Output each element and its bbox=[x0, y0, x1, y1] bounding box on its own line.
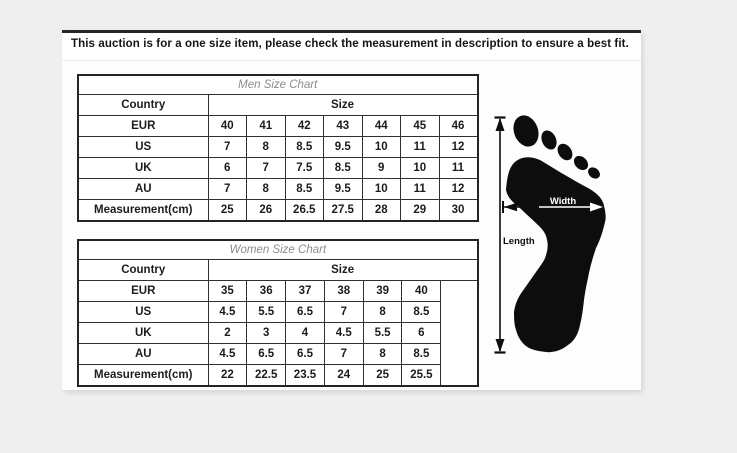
row-label-eur: EUR bbox=[78, 116, 208, 137]
size-cell: 4.5 bbox=[324, 323, 363, 344]
size-cell: 5.5 bbox=[247, 302, 286, 323]
size-cell: 6 bbox=[208, 158, 247, 179]
size-cell: 22 bbox=[208, 365, 247, 387]
size-cell: 36 bbox=[247, 281, 286, 302]
size-cell: 10 bbox=[401, 158, 440, 179]
size-cell: 6 bbox=[402, 323, 441, 344]
auction-notice-text: This auction is for a one size item, please check the measurement in description to ensure a best fit. bbox=[71, 38, 629, 50]
size-cell: 4.5 bbox=[208, 302, 247, 323]
size-cell: 42 bbox=[285, 116, 324, 137]
men-chart-title: Men Size Chart bbox=[78, 75, 478, 95]
size-cell: 26 bbox=[247, 200, 286, 222]
size-cell: 6.5 bbox=[286, 344, 325, 365]
size-cell: 8.5 bbox=[285, 179, 324, 200]
size-cell: 8 bbox=[247, 179, 286, 200]
size-cell: 38 bbox=[324, 281, 363, 302]
country-header-cell: Country bbox=[78, 95, 208, 116]
women-size-chart-table bbox=[77, 239, 479, 387]
size-cell: 46 bbox=[439, 116, 478, 137]
women-chart-title: Women Size Chart bbox=[78, 240, 478, 260]
size-cell: 24 bbox=[324, 365, 363, 387]
size-cell: 29 bbox=[401, 200, 440, 222]
country-header-cell: Country bbox=[78, 260, 208, 281]
table-row bbox=[78, 95, 478, 116]
size-cell: 7 bbox=[208, 179, 247, 200]
size-cell: 23.5 bbox=[286, 365, 325, 387]
size-cell: 41 bbox=[247, 116, 286, 137]
size-cell: 22.5 bbox=[247, 365, 286, 387]
size-cell: 25.5 bbox=[402, 365, 441, 387]
table-row bbox=[78, 75, 478, 95]
size-cell: 7 bbox=[247, 158, 286, 179]
empty-cell bbox=[441, 281, 478, 387]
size-cell: 8 bbox=[247, 137, 286, 158]
table-row bbox=[78, 281, 478, 302]
size-cell: 7.5 bbox=[285, 158, 324, 179]
table-row bbox=[78, 200, 478, 222]
size-cell: 8 bbox=[363, 302, 402, 323]
row-label-au: AU bbox=[78, 344, 208, 365]
size-cell: 37 bbox=[286, 281, 325, 302]
size-cell: 30 bbox=[439, 200, 478, 222]
table-row bbox=[78, 158, 478, 179]
size-cell: 6.5 bbox=[247, 344, 286, 365]
size-cell: 11 bbox=[439, 158, 478, 179]
row-label-measurement: Measurement(cm) bbox=[78, 365, 208, 387]
size-cell: 9 bbox=[362, 158, 401, 179]
size-cell: 12 bbox=[439, 179, 478, 200]
size-cell: 11 bbox=[401, 137, 440, 158]
size-cell: 8.5 bbox=[324, 158, 363, 179]
table-row bbox=[78, 302, 478, 323]
size-cell: 2 bbox=[208, 323, 247, 344]
size-cell: 7 bbox=[324, 302, 363, 323]
size-cell: 4.5 bbox=[208, 344, 247, 365]
size-cell: 6.5 bbox=[286, 302, 325, 323]
size-cell: 7 bbox=[324, 344, 363, 365]
size-cell: 44 bbox=[362, 116, 401, 137]
size-cell: 12 bbox=[439, 137, 478, 158]
table-row bbox=[78, 260, 478, 281]
size-cell: 7 bbox=[208, 137, 247, 158]
row-label-us: US bbox=[78, 302, 208, 323]
table-row bbox=[78, 179, 478, 200]
table-row bbox=[78, 240, 478, 260]
row-label-uk: UK bbox=[78, 158, 208, 179]
length-arrow bbox=[495, 118, 506, 353]
size-cell: 8.5 bbox=[402, 344, 441, 365]
length-label: Length bbox=[503, 236, 535, 247]
size-cell: 26.5 bbox=[285, 200, 324, 222]
size-header-cell: Size bbox=[208, 260, 478, 281]
size-cell: 25 bbox=[363, 365, 402, 387]
table-row bbox=[78, 323, 478, 344]
size-cell: 39 bbox=[363, 281, 402, 302]
size-cell: 45 bbox=[401, 116, 440, 137]
foot-measurement-diagram bbox=[493, 107, 643, 365]
size-cell: 25 bbox=[208, 200, 247, 222]
size-cell: 35 bbox=[208, 281, 247, 302]
row-label-au: AU bbox=[78, 179, 208, 200]
size-cell: 9.5 bbox=[324, 137, 363, 158]
size-cell: 10 bbox=[362, 179, 401, 200]
row-label-us: US bbox=[78, 137, 208, 158]
size-cell: 43 bbox=[324, 116, 363, 137]
size-cell: 40 bbox=[208, 116, 247, 137]
size-cell: 4 bbox=[286, 323, 325, 344]
row-label-eur: EUR bbox=[78, 281, 208, 302]
men-size-chart-table bbox=[77, 74, 479, 222]
table-row bbox=[78, 116, 478, 137]
size-cell: 27.5 bbox=[324, 200, 363, 222]
footprint-silhouette bbox=[506, 112, 606, 352]
size-cell: 9.5 bbox=[324, 179, 363, 200]
size-cell: 8 bbox=[363, 344, 402, 365]
size-cell: 40 bbox=[402, 281, 441, 302]
size-cell: 11 bbox=[401, 179, 440, 200]
size-cell: 8.5 bbox=[402, 302, 441, 323]
table-row bbox=[78, 365, 478, 387]
size-chart-panel bbox=[62, 30, 641, 390]
row-label-measurement: Measurement(cm) bbox=[78, 200, 208, 222]
size-cell: 3 bbox=[247, 323, 286, 344]
table-row bbox=[78, 137, 478, 158]
size-cell: 28 bbox=[362, 200, 401, 222]
row-label-uk: UK bbox=[78, 323, 208, 344]
size-cell: 5.5 bbox=[363, 323, 402, 344]
size-cell: 8.5 bbox=[285, 137, 324, 158]
width-label: Width bbox=[549, 196, 577, 207]
size-cell: 10 bbox=[362, 137, 401, 158]
table-row bbox=[78, 344, 478, 365]
notice-strip bbox=[62, 33, 641, 61]
size-header-cell: Size bbox=[208, 95, 478, 116]
